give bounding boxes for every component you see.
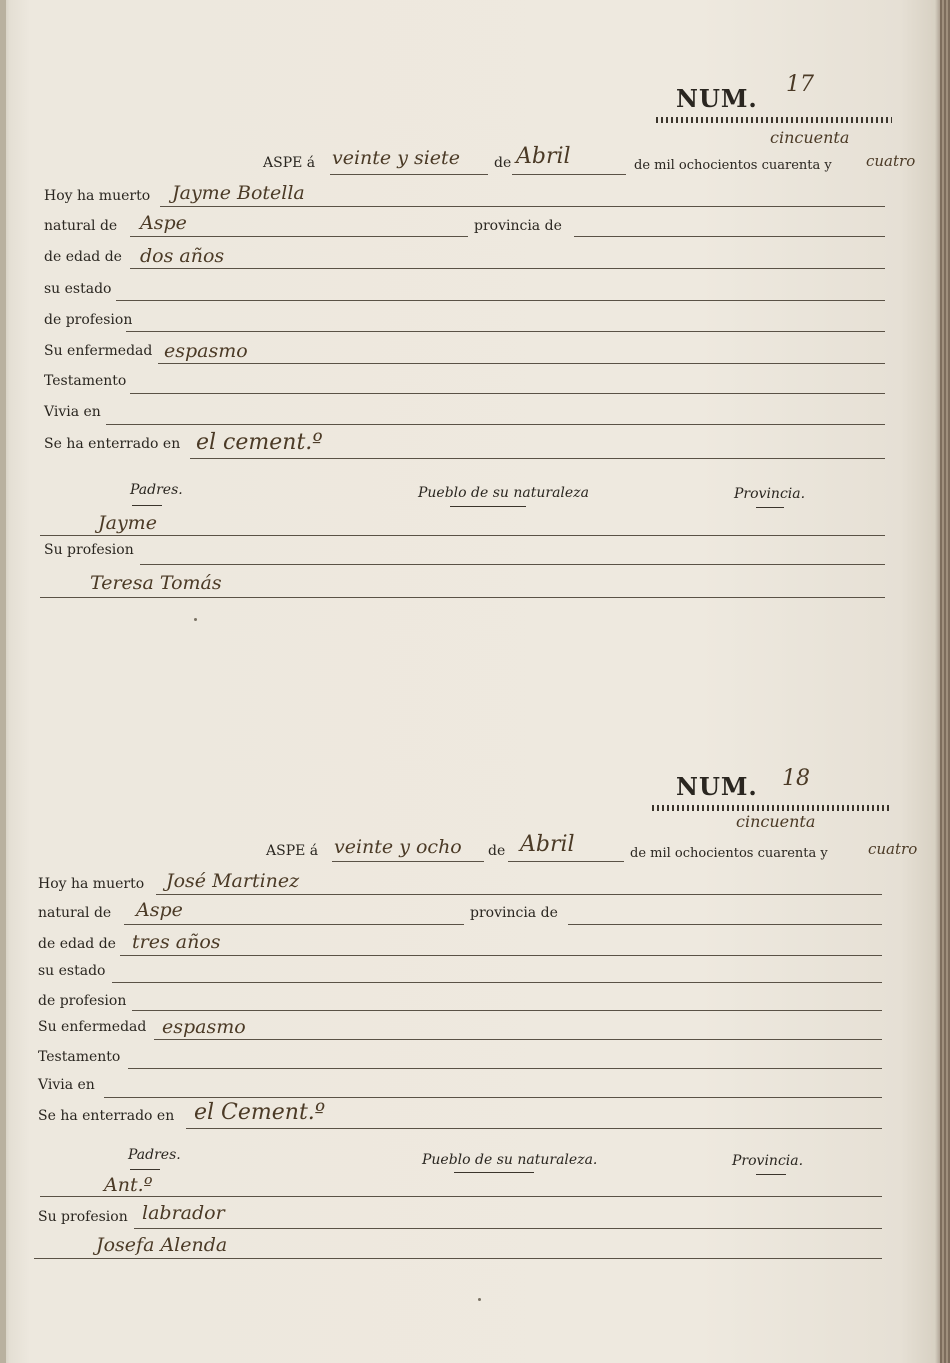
record-number-label: NUM. [676,84,758,113]
record-number-value: 17 [786,72,814,97]
deceased-name: José Martinez [166,870,300,892]
enfermedad-value: espasmo [164,340,248,362]
date-month: Abril [516,144,571,169]
natural-value: Aspe [136,899,183,921]
mother-line [40,597,885,598]
date-day: veinte y siete [332,147,460,169]
vivia-line [106,424,885,425]
enfermedad-label: Su enfermedad [38,1019,147,1035]
father-name: Ant.º [104,1174,153,1196]
su-profesion-value: labrador [142,1202,225,1224]
hoy-label: Hoy ha muerto [38,876,145,892]
provincia-underline [756,507,784,508]
profesion-label: de profesion [38,993,127,1009]
pueblo-header: Pueblo de su naturaleza. [422,1152,598,1168]
aspe-label: ASPE á [263,155,316,171]
year-label: de mil ochocientos cuarenta y [634,158,832,173]
de-label: de [488,843,506,859]
padres-header: Padres. [130,482,183,498]
date-day: veinte y ocho [334,836,462,858]
year-correction: cincuenta [736,812,816,831]
book-spine [0,0,6,1363]
de-label: de [494,155,512,171]
enfermedad-line [158,363,885,364]
provincia-header: Provincia. [732,1153,804,1169]
deceased-name: Jayme Botella [172,182,305,204]
ink-mark [194,618,197,621]
testamento-line [128,1068,882,1069]
enterrado-label: Se ha enterrado en [38,1108,175,1124]
enfermedad-label: Su enfermedad [44,343,153,359]
natural-line [124,924,464,925]
edad-line [120,955,882,956]
record-number-label: NUM. [676,772,758,801]
testamento-line [130,393,885,394]
enterrado-value: el cement.º [196,430,323,455]
vivia-label: Vivia en [44,404,101,420]
natural-label: natural de [44,218,118,234]
enterrado-label: Se ha enterrado en [44,436,181,452]
enfermedad-value: espasmo [162,1016,246,1038]
natural-value: Aspe [140,212,187,234]
pueblo-underline [450,506,526,507]
year-label: de mil ochocientos cuarenta y [630,846,828,861]
pueblo-underline [454,1172,534,1173]
testamento-label: Testamento [44,373,127,389]
name-line [160,206,885,207]
enfermedad-line [154,1039,882,1040]
edad-value: tres años [132,931,221,953]
enterrado-line [186,1128,882,1129]
name-line [156,894,882,895]
provincia-header: Provincia. [734,486,806,502]
padres-underline [130,1169,160,1170]
father-name: Jayme [98,512,157,534]
page-edges [940,0,950,1363]
father-line [40,535,885,536]
provincia-line [568,924,882,925]
profesion-line [126,331,885,332]
vivia-line [104,1097,882,1098]
edad-line [130,268,885,269]
mother-name: Josefa Alenda [96,1234,228,1256]
date-day-line [330,174,488,175]
provincia-label: provincia de [470,905,558,921]
padres-underline [132,505,162,506]
date-month: Abril [520,832,575,857]
vivia-label: Vivia en [38,1077,95,1093]
padres-header: Padres. [128,1147,181,1163]
provincia-line [574,236,885,237]
profesion-label: de profesion [44,312,133,328]
year-suffix: cuatro [868,840,918,858]
date-month-line [508,861,624,862]
provincia-label: provincia de [474,218,562,234]
provincia-underline [756,1174,786,1175]
mother-name: Teresa Tomás [90,572,222,594]
natural-line [130,236,468,237]
decorative-wavy-line [652,805,892,811]
profesion-line [132,1010,882,1011]
pueblo-header: Pueblo de su naturaleza [418,485,589,501]
year-suffix: cuatro [866,152,916,170]
su-profesion-label: Su profesion [38,1209,128,1225]
estado-label: su estado [38,963,106,979]
estado-line [116,300,885,301]
edad-label: de edad de [38,936,116,952]
decorative-wavy-line [656,117,892,123]
date-month-line [512,174,626,175]
mother-line [34,1258,882,1259]
edad-label: de edad de [44,249,122,265]
enterrado-value: el Cement.º [194,1100,326,1125]
su-profesion-label: Su profesion [44,542,134,558]
ink-mark [478,1298,481,1301]
year-correction: cincuenta [770,128,850,147]
father-line [40,1196,882,1197]
edad-value: dos años [140,245,225,267]
testamento-label: Testamento [38,1049,121,1065]
enterrado-line [190,458,885,459]
su-profesion-line [134,1228,882,1229]
aspe-label: ASPE á [266,843,319,859]
natural-label: natural de [38,905,112,921]
hoy-label: Hoy ha muerto [44,188,151,204]
estado-label: su estado [44,281,112,297]
su-profesion-line [140,564,885,565]
record-number-value: 18 [782,766,810,791]
date-day-line [332,861,484,862]
estado-line [112,982,882,983]
